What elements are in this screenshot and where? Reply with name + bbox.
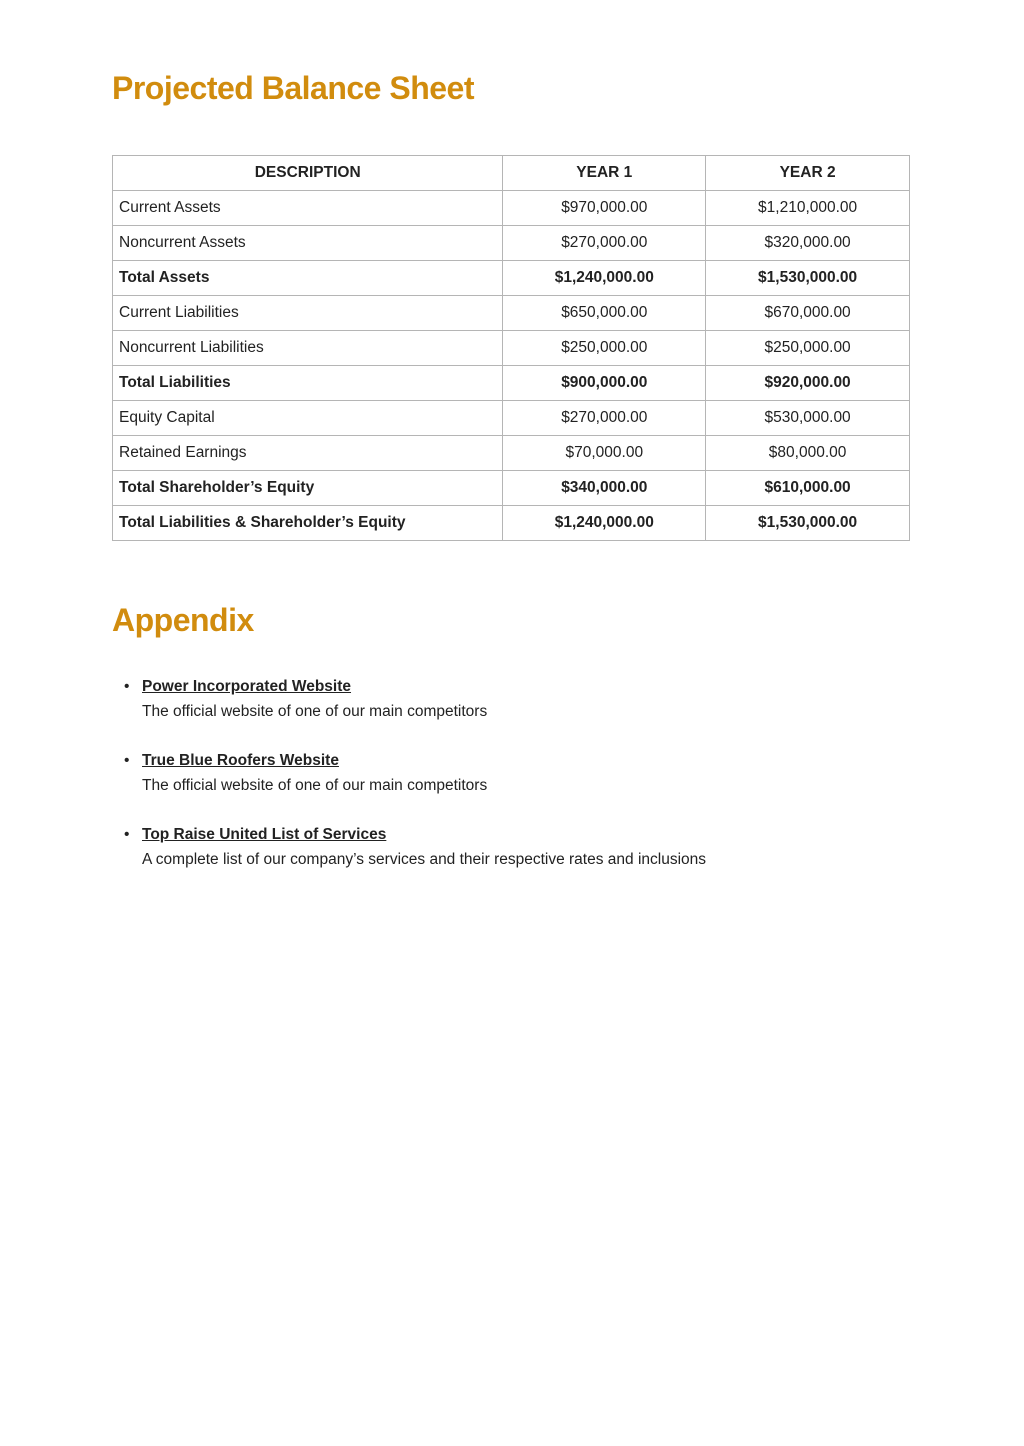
year-2-value: $530,000.00 (706, 401, 910, 436)
year-1-value: $250,000.00 (503, 331, 706, 366)
table-row (113, 506, 910, 541)
reference-description: The official website of one of our main competitors (142, 777, 488, 794)
column-header-year-1: YEAR 1 (503, 156, 706, 191)
list-item (124, 674, 706, 724)
year-1-value: $1,240,000.00 (503, 261, 706, 296)
table-row (113, 366, 910, 401)
row-label: Current Assets (113, 191, 503, 226)
year-1-value: $270,000.00 (503, 226, 706, 261)
year-1-value: $970,000.00 (503, 191, 706, 226)
row-label: Noncurrent Assets (113, 226, 503, 261)
row-label: Total Shareholder’s Equity (113, 471, 503, 506)
row-label: Current Liabilities (113, 296, 503, 331)
year-1-value: $340,000.00 (503, 471, 706, 506)
year-1-value: $1,240,000.00 (503, 506, 706, 541)
year-2-value: $920,000.00 (706, 366, 910, 401)
table-row (113, 261, 910, 296)
year-2-value: $250,000.00 (706, 331, 910, 366)
year-2-value: $1,530,000.00 (706, 506, 910, 541)
bullet-icon: • (124, 752, 130, 769)
table-row (113, 331, 910, 366)
appendix-list (112, 674, 706, 896)
table-row (113, 226, 910, 261)
year-2-value: $1,530,000.00 (706, 261, 910, 296)
bullet-icon: • (124, 678, 130, 695)
year-2-value: $320,000.00 (706, 226, 910, 261)
year-1-value: $650,000.00 (503, 296, 706, 331)
appendix-heading: Appendix (112, 602, 254, 638)
row-label: Noncurrent Liabilities (113, 331, 503, 366)
year-1-value: $70,000.00 (503, 436, 706, 471)
table-row (113, 296, 910, 331)
reference-link[interactable]: Power Incorporated Website (142, 678, 352, 695)
reference-description: The official website of one of our main competitors (142, 703, 488, 720)
table-row (113, 471, 910, 506)
row-label: Retained Earnings (113, 436, 503, 471)
year-2-value: $80,000.00 (706, 436, 910, 471)
year-1-value: $900,000.00 (503, 366, 706, 401)
page-title: Projected Balance Sheet (112, 70, 474, 106)
table-header-row (113, 156, 910, 191)
table-row (113, 436, 910, 471)
row-label: Total Liabilities & Shareholder’s Equity (113, 506, 503, 541)
table-row (113, 191, 910, 226)
year-1-value: $270,000.00 (503, 401, 706, 436)
row-label: Total Liabilities (113, 366, 503, 401)
table-row (113, 401, 910, 436)
year-2-value: $670,000.00 (706, 296, 910, 331)
list-item (124, 822, 707, 872)
reference-link[interactable]: True Blue Roofers Website (142, 752, 339, 769)
year-2-value: $1,210,000.00 (706, 191, 910, 226)
bullet-icon: • (124, 826, 130, 843)
row-label: Total Assets (113, 261, 503, 296)
row-label: Equity Capital (113, 401, 503, 436)
list-item (124, 748, 706, 798)
column-header-year-2: YEAR 2 (706, 156, 910, 191)
reference-description: A complete list of our company’s services and their respective rates and inclusions (142, 851, 707, 868)
reference-link[interactable]: Top Raise United List of Services (142, 826, 387, 843)
balance-sheet-table (112, 155, 910, 541)
year-2-value: $610,000.00 (706, 471, 910, 506)
column-header-description: DESCRIPTION (113, 156, 503, 191)
